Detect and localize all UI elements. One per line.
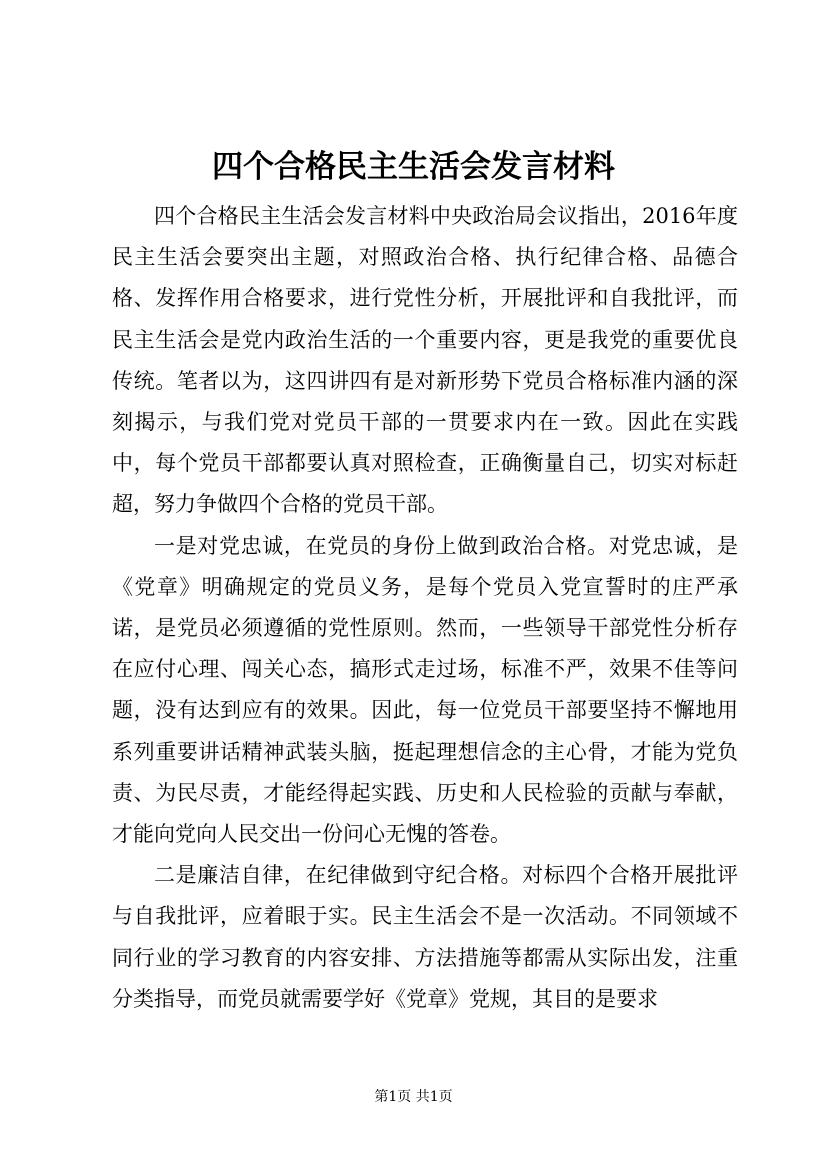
paragraph-1: 四个合格民主生活会发言材料中央政治局会议指出，2016年度民主生活会要突出主题，对照政治合格、执行纪律合格、品德合格、发挥作用合格要求，进行党性分析，开展批评和自我批评，而民主生活会是党内政治生活的一个重要内容，更是我党的重要优良传统。笔者以为，这四讲四有是对新形势下党员合格标准内涵的深刻揭示，与我们党对党员干部的一贯要求内在一致。因此在实践中，每个党员干部都要认真对照检查，正确衡量自己，切实对标赶超，努力争做四个合格的党员干部。 xyxy=(112,204,738,517)
paragraph-2: 一是对党忠诚，在党员的身份上做到政治合格。对党忠诚，是《党章》明确规定的党员义务，是每个党员入党宣誓时的庄严承诺，是党员必须遵循的党性原则。然而，一些领导干部党性分析存在应付心理、闯关心态，搞形式走过场，标准不严，效果不佳等问题，没有达到应有的效果。因此，每一位党员干部要坚持不懈地用系列重要讲话精神武装头脑，挺起理想信念的主心骨，才能为党负责、为民尽责，才能经得起实践、历史和人民检验的贡献与奉献，才能向党向人民交出一份问心无愧的答卷。 xyxy=(112,533,738,847)
page-footer: 第1页 共1页 xyxy=(374,1089,453,1105)
document-title: 四个合格民主生活会发言材料 xyxy=(212,149,615,185)
paragraph-3: 二是廉洁自律，在纪律做到守纪合格。对标四个合格开展批评与自我批评，应着眼于实。民主生活会不是一次活动。不同领域不同行业的学习教育的内容安排、方法措施等都需从实际出发，注重分类指导，而党员就需要学好《党章》党规，其目的是要求 xyxy=(112,863,738,1011)
document-body xyxy=(112,196,738,1020)
